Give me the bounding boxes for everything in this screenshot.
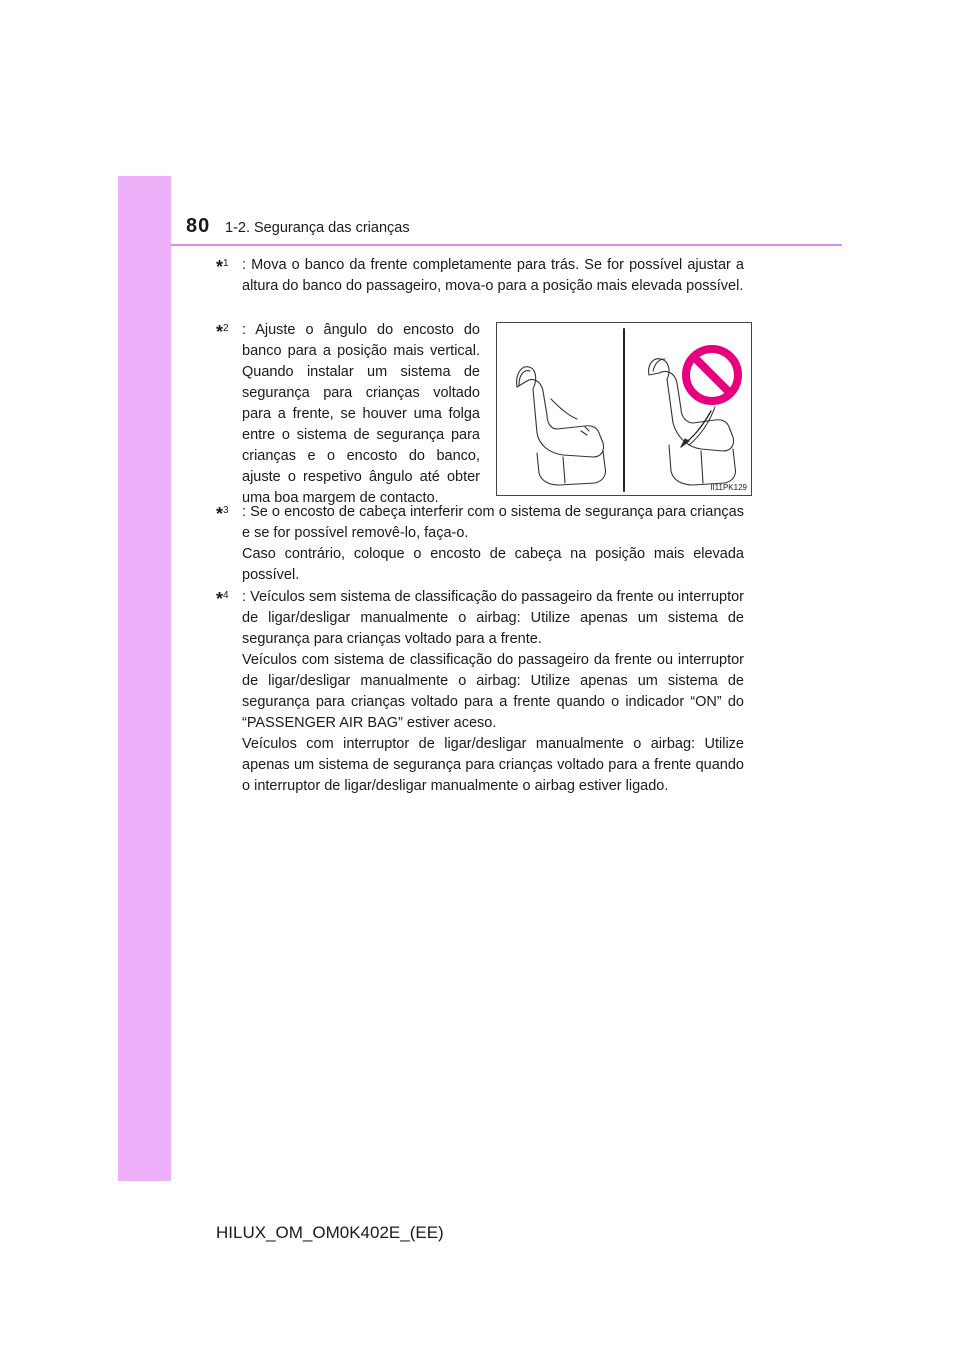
footnote-text: : Mova o banco da frente completamente para trás. Se for possível ajustar a altura do banco do passageiro, mova-o para a posição mais elevada possível. bbox=[242, 257, 744, 294]
footnote-text: : Veículos sem sistema de classificação do passageiro da frente ou interruptor de ligar/desligar manualmente o airbag: Utilize apenas um sistema de segurança para crianças voltado para a frente. bbox=[242, 589, 744, 647]
footnote-2 bbox=[216, 320, 480, 509]
footnote-text: Veículos com sistema de classificação do passageiro da frente ou interruptor de ligar/desligar manualmente o airbag: Utilize apenas um sistema de segurança para crianças voltado para a frente quando o indicador “ON” do “PASSENGER AIR BAG” estiver aceso. bbox=[242, 652, 744, 731]
seat-illustration-svg bbox=[497, 323, 751, 495]
footnote-text: : Se o encosto de cabeça interferir com o sistema de segurança para crianças e se for possível removê-lo, faça-o. bbox=[242, 504, 744, 541]
footnote-4 bbox=[216, 587, 744, 797]
chapter-sidebar-tab bbox=[118, 176, 171, 1181]
page-number: 80 bbox=[186, 215, 211, 237]
document-id-footer: HILUX_OM_OM0K402E_(EE) bbox=[216, 1223, 444, 1242]
footnote-marker: *$^4$ bbox=[216, 589, 229, 609]
footnote-3 bbox=[216, 502, 744, 586]
footnote-text: Caso contrário, coloque o encosto de cabeça na posição mais elevada possível. bbox=[242, 546, 744, 583]
footnote-text: Veículos com interruptor de ligar/desligar manualmente o airbag: Utilize apenas um sistema de segurança para crianças voltado para a frente quando o interruptor de ligar/desligar manualmente o airbag estiver ligado. bbox=[242, 736, 744, 794]
footnote-marker: *$^3$ bbox=[216, 504, 229, 524]
section-title: 1-2. Segurança das crianças bbox=[225, 220, 410, 236]
seat-angle-illustration bbox=[496, 322, 752, 496]
footnote-1 bbox=[216, 255, 744, 297]
prohibition-icon bbox=[686, 349, 738, 401]
footnote-marker: *$^1$ bbox=[216, 257, 229, 277]
header-divider bbox=[171, 244, 842, 246]
footnote-text: : Ajuste o ângulo do encosto do banco para a posição mais vertical. Quando instalar um sistema de segurança para crianças voltado para a frente, se houver uma folga entre o sistema de segurança para crianças e o encosto do banco, ajuste o respetivo ângulo até obter uma boa margem de contacto. bbox=[242, 322, 480, 506]
seat-upright-backrest bbox=[517, 367, 604, 457]
figure-code: II11PK129 bbox=[710, 483, 747, 492]
footnote-marker: *$^2$ bbox=[216, 322, 229, 342]
